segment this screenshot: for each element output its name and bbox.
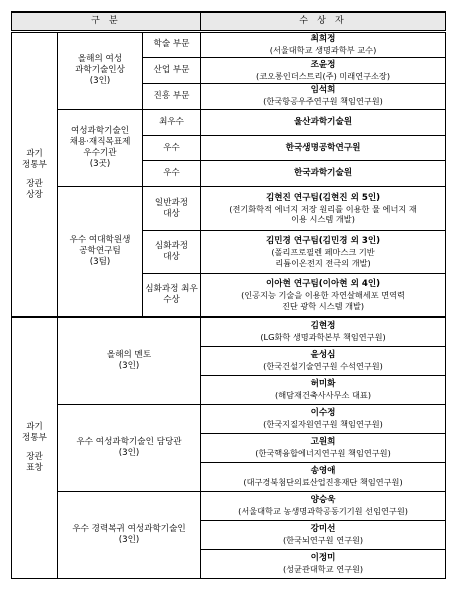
sub-category: 우수	[143, 161, 201, 187]
awardee-affiliation: (한국지질자원연구원 책임연구원)	[263, 419, 383, 430]
sub-category: 최우수	[143, 109, 201, 135]
awardee-cell	[201, 549, 446, 578]
awardee-name: 최희정	[310, 34, 336, 45]
awardee-cell	[201, 404, 446, 433]
awardee-cell	[201, 187, 446, 231]
awardee-name: 송영애	[310, 466, 336, 477]
awardee-cell	[201, 375, 446, 404]
section-title-liaison-officer: 우수 여성과학기술인 담당관 (3인)	[58, 404, 201, 491]
awardee-affiliation: (성균관대학교 연구원)	[282, 564, 364, 575]
awardee-affiliation: (한국뇌연구원 연구원)	[282, 535, 364, 546]
project-title-line: (전기화학적 에너지 저장 원리를 이용한 물 에너지 재	[229, 203, 417, 214]
awardee-affiliation: (한국항공우주연구원 책임연구원)	[263, 96, 383, 107]
sub-category: 학술 부문	[143, 32, 201, 58]
sub-category: 우수	[143, 135, 201, 161]
awardee-name: 허미화	[310, 379, 336, 390]
sub-category: 심화과정 최우 수상	[143, 274, 201, 318]
project-title-line: 리튬이온전지 전극의 개발)	[275, 257, 371, 268]
section-title-grad-engineering-teams: 우수 여대학원생 공학연구팀 (3팀)	[58, 187, 143, 318]
awardee-cell	[201, 83, 446, 109]
institution-name: 한국생명공학연구원	[201, 135, 446, 161]
award-level-commendation: 과기 정통부 장관 표창	[12, 317, 58, 578]
institution-name: 울산과학기술원	[201, 109, 446, 135]
sub-category: 진흥 부문	[143, 83, 201, 109]
sub-category: 심화과정 대상	[143, 230, 201, 274]
awardee-name: 고원희	[310, 437, 336, 448]
awardee-cell	[201, 57, 446, 83]
awardee-cell	[201, 491, 446, 520]
awardee-name: 김현정	[310, 321, 336, 332]
team-name: 이아현 연구팀(이아현 외 4인)	[265, 279, 381, 290]
sub-category: 일반과정 대상	[143, 187, 201, 231]
awardee-name: 이수정	[310, 408, 336, 419]
awardee-cell	[201, 520, 446, 549]
awardee-cell	[201, 317, 446, 346]
awardee-affiliation: (서울대학교 생명과학부 교수)	[269, 45, 377, 56]
awardee-name: 임석희	[310, 85, 336, 96]
awardee-name: 양승욱	[310, 495, 336, 506]
section-title-career-return: 우수 경력복귀 여성과학기술인 (3인)	[58, 491, 201, 578]
awardee-affiliation: (한국건설기술연구원 수석연구원)	[263, 361, 383, 372]
award-level-certificate: 과기 정통부 장관 상장	[12, 32, 58, 318]
awardee-affiliation: (서울대학교 농생명과학공동기기원 선임연구원)	[238, 506, 408, 517]
awardee-name: 윤성심	[310, 350, 336, 361]
awardee-affiliation: (해담재건축사사무소 대표)	[275, 390, 372, 401]
project-title-line: (인공지능 기술을 이용한 자연살해세포 면역력	[241, 290, 405, 301]
section-title-woman-scientist-of-year: 올해의 여성 과학기술인상 (3인)	[58, 32, 143, 110]
awardee-affiliation: (대구경북첨단의료산업진흥재단 책임연구원)	[243, 477, 403, 488]
awards-table	[11, 11, 446, 579]
awardee-cell	[201, 32, 446, 58]
project-title-line: (폴리프로필렌 페마스크 기반	[271, 247, 375, 258]
awardee-cell	[201, 346, 446, 375]
section-title-mentor-of-year: 올해의 멘토 (3인)	[58, 317, 201, 404]
awardee-name: 조윤정	[310, 59, 336, 70]
awardee-cell	[201, 433, 446, 462]
project-title-line: 이용 시스템 개발)	[291, 214, 355, 225]
awardee-affiliation: (LG화학 생명과학본부 책임연구원)	[260, 332, 386, 343]
awardee-name: 강미선	[310, 524, 336, 535]
awardee-cell	[201, 462, 446, 491]
team-name: 김현진 연구팀(김현진 외 5인)	[265, 192, 381, 203]
team-name: 김민경 연구팀(김민경 외 3인)	[265, 236, 381, 247]
awardee-affiliation: (한국핵융합에너지연구원 책임연구원)	[255, 448, 391, 459]
section-title-employment-target-institutions: 여성과학기술인 채용·재직목표제 우수기관 (3곳)	[58, 109, 143, 187]
institution-name: 한국과학기술원	[201, 161, 446, 187]
awardee-name: 이정미	[310, 553, 336, 564]
header-category: 구 분	[12, 12, 201, 32]
awardee-cell	[201, 230, 446, 274]
project-title-line: 진단 광학 시스템 개발)	[281, 300, 365, 311]
awardee-cell	[201, 274, 446, 318]
awardee-affiliation: (코오롱인더스트리(주) 미래연구소장)	[256, 70, 391, 81]
header-awardee: 수 상 자	[201, 12, 446, 32]
sub-category: 산업 부문	[143, 57, 201, 83]
